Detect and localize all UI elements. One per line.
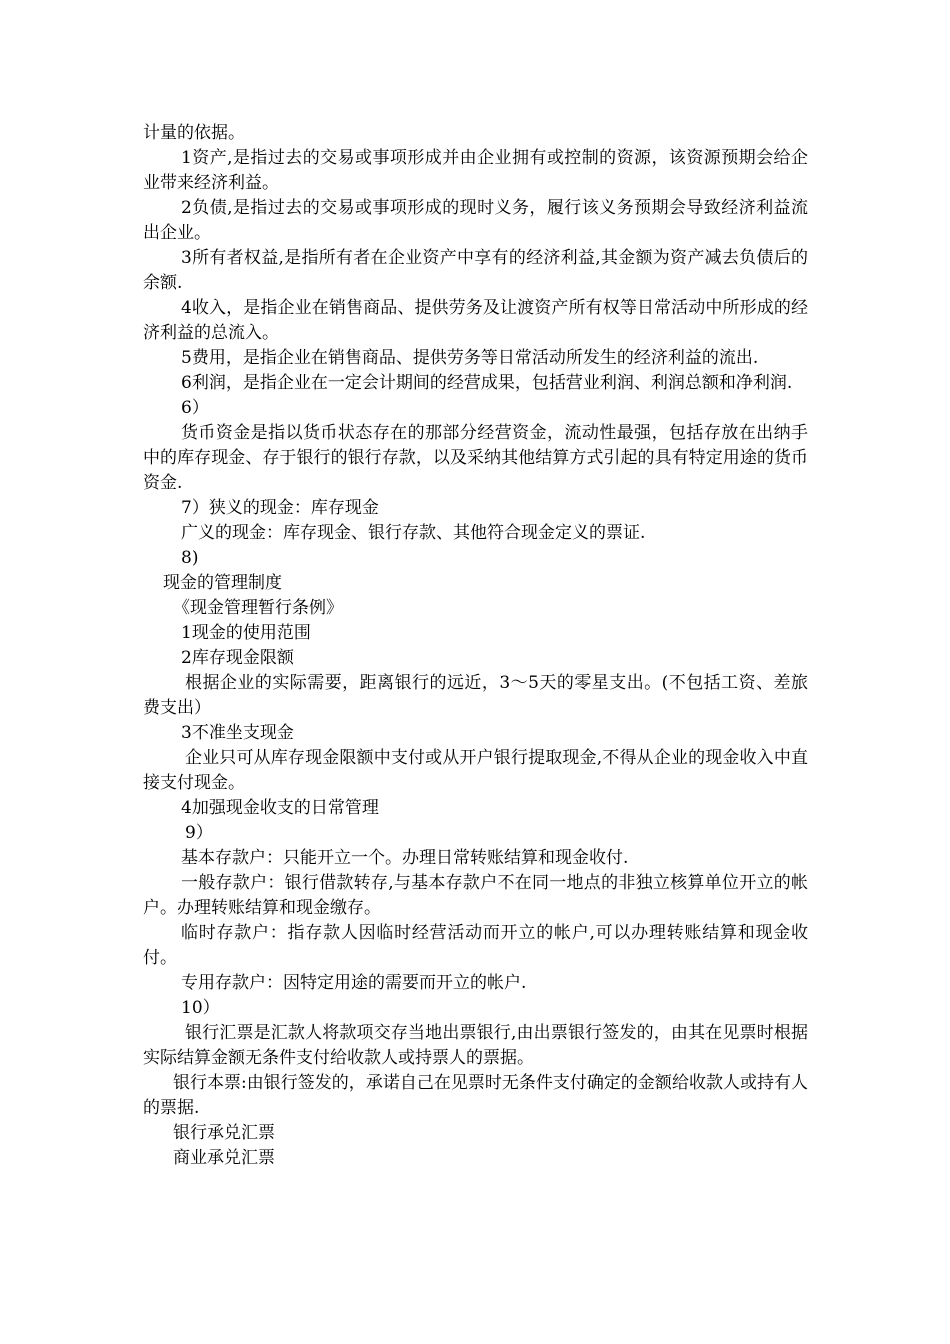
item-cash-usage-scope: 1现金的使用范围: [181, 623, 311, 643]
section-number-9: 9）: [185, 823, 213, 843]
item-no-sitting-payment: 3不准坐支现金: [181, 723, 294, 743]
paragraph-profit: 6利润，是指企业在一定会计期间的经营成果，包括营业利润、利润总额和净利润.: [181, 373, 793, 393]
paragraph-general-account: 一般存款户：银行借款转存,与基本存款户不在同一地点的非独立核算单位开立的帐户。办理转账结算和现金缴存。: [143, 873, 808, 918]
paragraph-basic-account: 基本存款户：只能开立一个。办理日常转账结算和现金收付.: [181, 848, 629, 868]
item-commercial-acceptance-bill: 商业承兑汇票: [173, 1148, 275, 1168]
heading-cash-management: 现金的管理制度: [163, 573, 282, 593]
document-body: [143, 121, 808, 1171]
paragraph-cash-limit-detail: 根据企业的实际需要，距离银行的远近，3～5天的零星支出。(不包括工资、差旅费支出）: [143, 673, 808, 718]
paragraph-temporary-account: 临时存款户：指存款人因临时经营活动而开立的帐户,可以办理转账结算和现金收付。: [143, 923, 808, 968]
item-daily-management: 4加强现金收支的日常管理: [181, 798, 379, 818]
paragraph-continuation: 计量的依据。: [143, 123, 245, 143]
item-cash-limit: 2库存现金限额: [181, 648, 294, 668]
paragraph-expenses: 5费用，是指企业在销售商品、提供劳务等日常活动所发生的经济利益的流出.: [181, 348, 759, 368]
paragraph-liabilities: 2负债,是指过去的交易或事项形成的现时义务，履行该义务预期会导致经济利益流出企业。: [143, 198, 808, 243]
paragraph-revenue: 4收入，是指企业在销售商品、提供劳务及让渡资产所有权等日常活动中所形成的经济利益的总流入。: [143, 298, 808, 343]
section-number-8: 8): [181, 548, 199, 568]
heading-regulations: 《现金管理暂行条例》: [173, 598, 343, 618]
section-number-10: 10）: [181, 998, 220, 1018]
paragraph-no-sitting-payment-detail: 企业只可从库存现金限额中支付或从开户银行提取现金,不得从企业的现金收入中直接支付现金。: [143, 748, 808, 793]
paragraph-narrow-cash: 7）狭义的现金：库存现金: [181, 498, 379, 518]
paragraph-broad-cash: 广义的现金：库存现金、银行存款、其他符合现金定义的票证.: [181, 523, 646, 543]
paragraph-assets: 1资产,是指过去的交易或事项形成并由企业拥有或控制的资源，该资源预期会给企业带来经济利益。: [143, 148, 808, 193]
paragraph-owners-equity: 3所有者权益,是指所有者在企业资产中享有的经济利益,其金额为资产减去负债后的余额.: [143, 248, 808, 293]
paragraph-cashier-check: 银行本票:由银行签发的，承诺自己在见票时无条件支付确定的金额给收款人或持有人的票据.: [143, 1073, 808, 1118]
paragraph-monetary-funds: 货币资金是指以货币状态存在的那部分经营资金，流动性最强，包括存放在出纳手中的库存现金、存于银行的银行存款，以及采纳其他结算方式引起的具有特定用途的货币资金.: [143, 423, 808, 493]
item-bank-acceptance-bill: 银行承兑汇票: [173, 1123, 275, 1143]
paragraph-bank-draft: 银行汇票是汇款人将款项交存当地出票银行,由出票银行签发的，由其在见票时根据实际结算金额无条件支付给收款人或持票人的票据。: [143, 1023, 808, 1068]
section-number-6: 6）: [181, 398, 209, 418]
paragraph-special-account: 专用存款户：因特定用途的需要而开立的帐户.: [181, 973, 527, 993]
